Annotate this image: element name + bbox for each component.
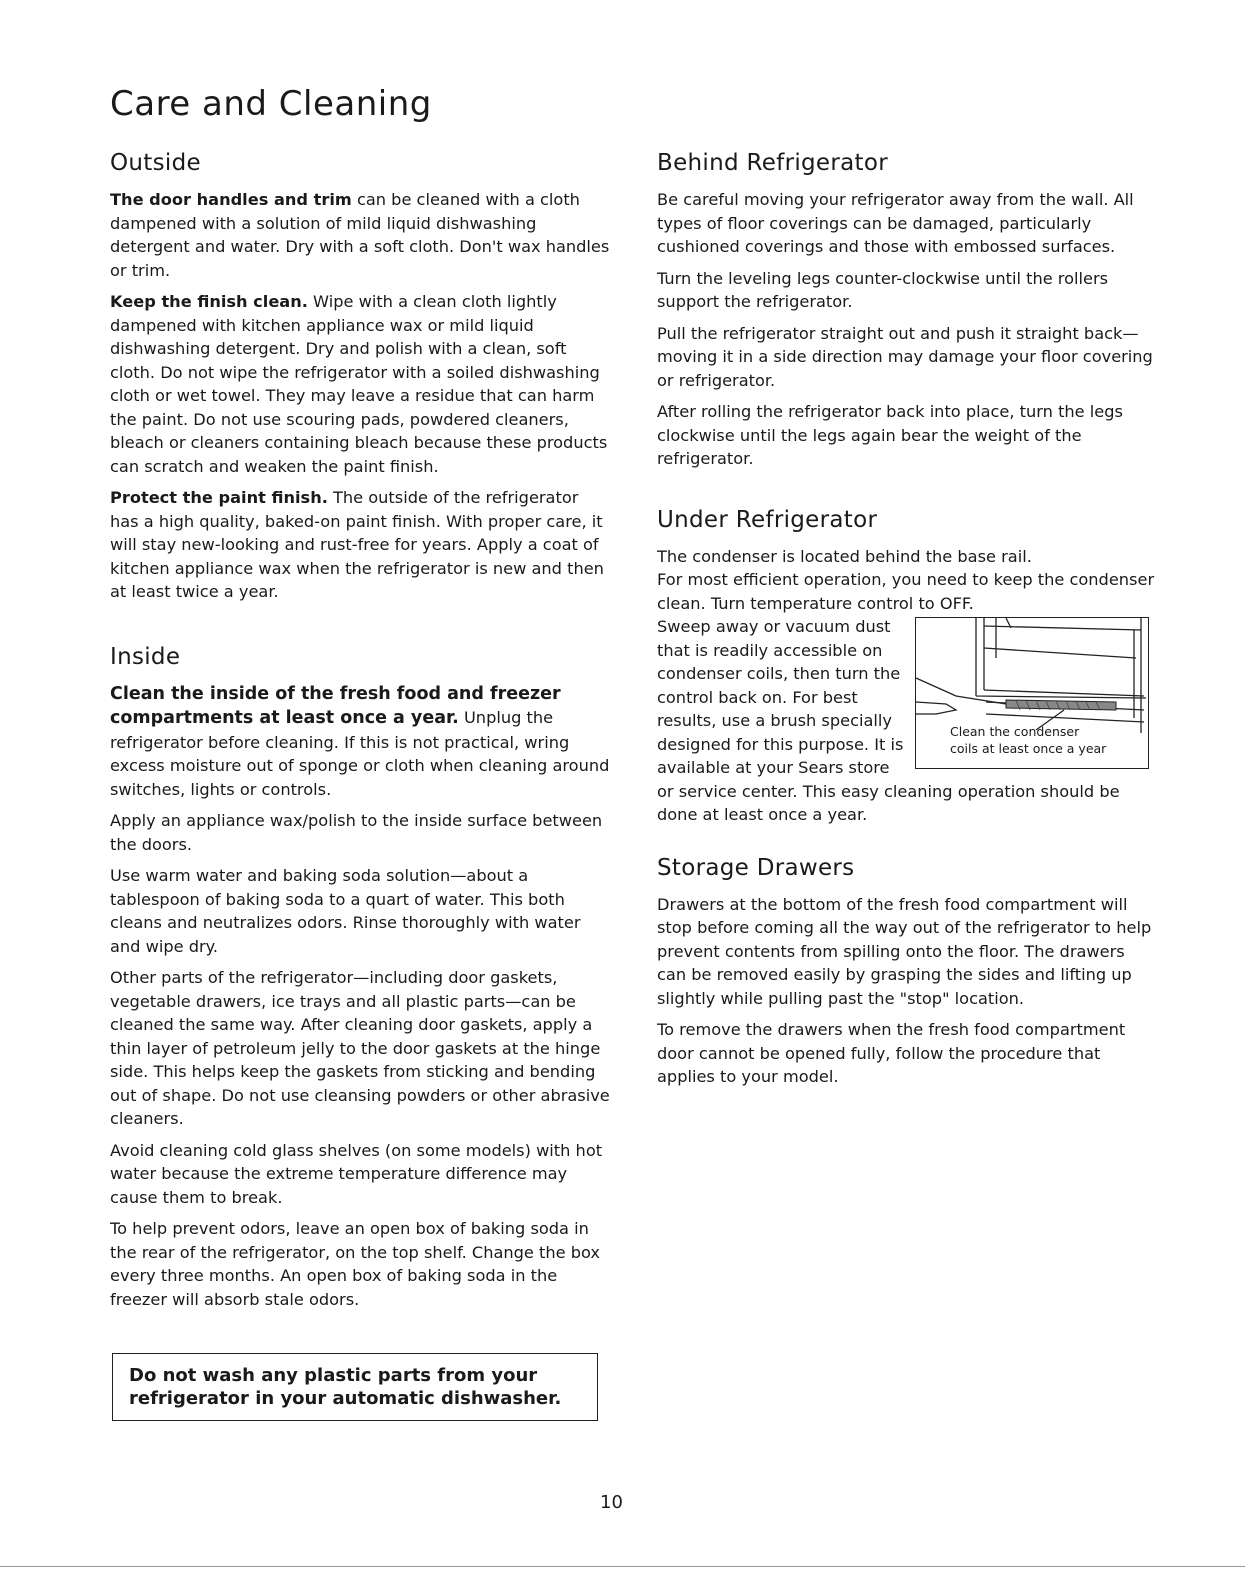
under-paragraph-3: Sweep away or vacuum dust that is readily accessible on condenser coils, then turn the control back on. For best results, use a brush specially designed for this purpose. It is available at your Sears store or service center. This easy cleaning operation should be done at least once a year. <box>657 617 1120 824</box>
inside-paragraph-6: To help prevent odors, leave an open box of baking soda in the rear of the refrigerator, on the top shelf. Change the box every three months. An open box of baking soda in the freezer will absorb stale odors. <box>110 1219 601 1309</box>
inside-paragraph-4: Other parts of the refrigerator—including door gaskets, vegetable drawers, ice trays and all plastic parts—can be cleaned the same way. After cleaning door gaskets, apply a thin layer of petroleum jelly to the door gaskets at the hinge side. This helps keep the gaskets from sticking and bending out of shape. Do not use cleansing powders or other abrasive cleaners. <box>110 968 610 1128</box>
outside-heading: Outside <box>110 150 201 176</box>
outside-p3-lead: Protect the paint finish. <box>110 488 328 507</box>
under-wrap <box>657 615 1157 827</box>
page-title: Care and Cleaning <box>110 84 432 124</box>
figure-caption-line-1: Clean the condenser <box>950 724 1080 739</box>
inside-heading: Inside <box>110 643 181 670</box>
figure-caption-line-2: coils at least once a year <box>950 741 1107 756</box>
inside-section <box>110 644 610 1312</box>
bottom-rule <box>0 1566 1245 1567</box>
under-paragraph-2: For most efficient operation, you need to keep the condenser clean. Turn temperature control to OFF. <box>657 570 1155 613</box>
under-heading: Under Refrigerator <box>657 506 878 533</box>
inside-paragraph-1 <box>110 682 610 802</box>
inside-p1-text: Unplug the refrigerator before cleaning. If this is not practical, wring excess moisture out of sponge or cloth when cleaning around switches, lights or controls. <box>110 708 610 799</box>
outside-paragraph-1 <box>110 188 610 282</box>
under-section <box>657 507 1157 827</box>
outside-p1-text: can be cleaned with a cloth dampened with a solution of mild liquid dishwashing detergent and water. Dry with a soft cloth. Don't wax handles or trim. <box>110 190 610 280</box>
page-number: 10 <box>600 1492 623 1513</box>
behind-heading: Behind Refrigerator <box>657 150 888 176</box>
warning-line-1: Do not wash any plastic parts from your <box>129 1365 538 1386</box>
behind-paragraph-2: Turn the leveling legs counter-clockwise until the rollers support the refrigerator. <box>657 268 1109 311</box>
under-paragraph-1: The condenser is located behind the base rail. <box>657 546 1032 566</box>
outside-paragraph-3 <box>110 486 610 604</box>
inside-p1-lead: Clean the inside of the fresh food and freezer compartments at least once a year. <box>110 683 561 728</box>
dishwasher-warning-box <box>112 1353 598 1421</box>
behind-paragraph-4: After rolling the refrigerator back into place, turn the legs clockwise until the legs again bear the weight of the refrigerator. <box>657 402 1123 468</box>
storage-paragraph-2: To remove the drawers when the fresh food compartment door cannot be opened fully, follow the procedure that applies to your model. <box>657 1020 1126 1086</box>
storage-paragraph-1: Drawers at the bottom of the fresh food compartment will stop before coming all the way out of the refrigerator to help prevent contents from spilling onto the floor. The drawers can be removed easily by grasping the sides and lifting up slightly while pulling past the "stop" location. <box>657 894 1152 1008</box>
inside-paragraph-3: Use warm water and baking soda solution—about a tablespoon of baking soda to a quart of water. This both cleans and neutralizes odors. Rinse thoroughly with water and wipe dry. <box>110 866 581 956</box>
storage-section <box>657 855 1157 1089</box>
condenser-figure <box>915 617 1149 769</box>
right-column <box>657 150 1157 1117</box>
outside-paragraph-2 <box>110 290 610 478</box>
inside-paragraph-2: Apply an appliance wax/polish to the inside surface between the doors. <box>110 811 603 854</box>
behind-paragraph-1: Be careful moving your refrigerator away from the wall. All types of floor coverings can be damaged, particularly cushioned coverings and those with embossed surfaces. <box>657 190 1134 256</box>
outside-p1-lead: The door handles and trim <box>110 190 352 209</box>
outside-p3-text: The outside of the refrigerator has a high quality, baked-on paint finish. With proper care, it will stay new-looking and rust-free for years. Apply a coat of kitchen appliance wax when the refrigerator is new and then at least twice a year. <box>110 488 604 601</box>
figure-caption <box>950 723 1106 757</box>
behind-section <box>657 150 1157 471</box>
outside-p2-text: Wipe with a clean cloth lightly dampened with kitchen appliance wax or mild liquid dishwashing detergent. Dry and polish with a clean, soft cloth. Do not wipe the refrigerator with a soiled dishwashing cloth or wet towel. They may leave a residue that can harm the paint. Do not use scouring pads, powdered cleaners, bleach or cleaners containing bleach because these products can scratch and weaken the paint finish. <box>110 292 608 476</box>
warning-line-2: refrigerator in your automatic dishwasher. <box>129 1388 562 1409</box>
outside-section <box>110 150 610 604</box>
inside-paragraph-5: Avoid cleaning cold glass shelves (on some models) with hot water because the extreme temperature difference may cause them to break. <box>110 1140 603 1207</box>
behind-paragraph-3: Pull the refrigerator straight out and push it straight back—moving it in a side direction may damage your floor covering or refrigerator. <box>657 323 1153 390</box>
outside-p2-lead: Keep the finish clean. <box>110 292 308 311</box>
left-column <box>110 150 610 1339</box>
storage-heading: Storage Drawers <box>657 854 855 881</box>
